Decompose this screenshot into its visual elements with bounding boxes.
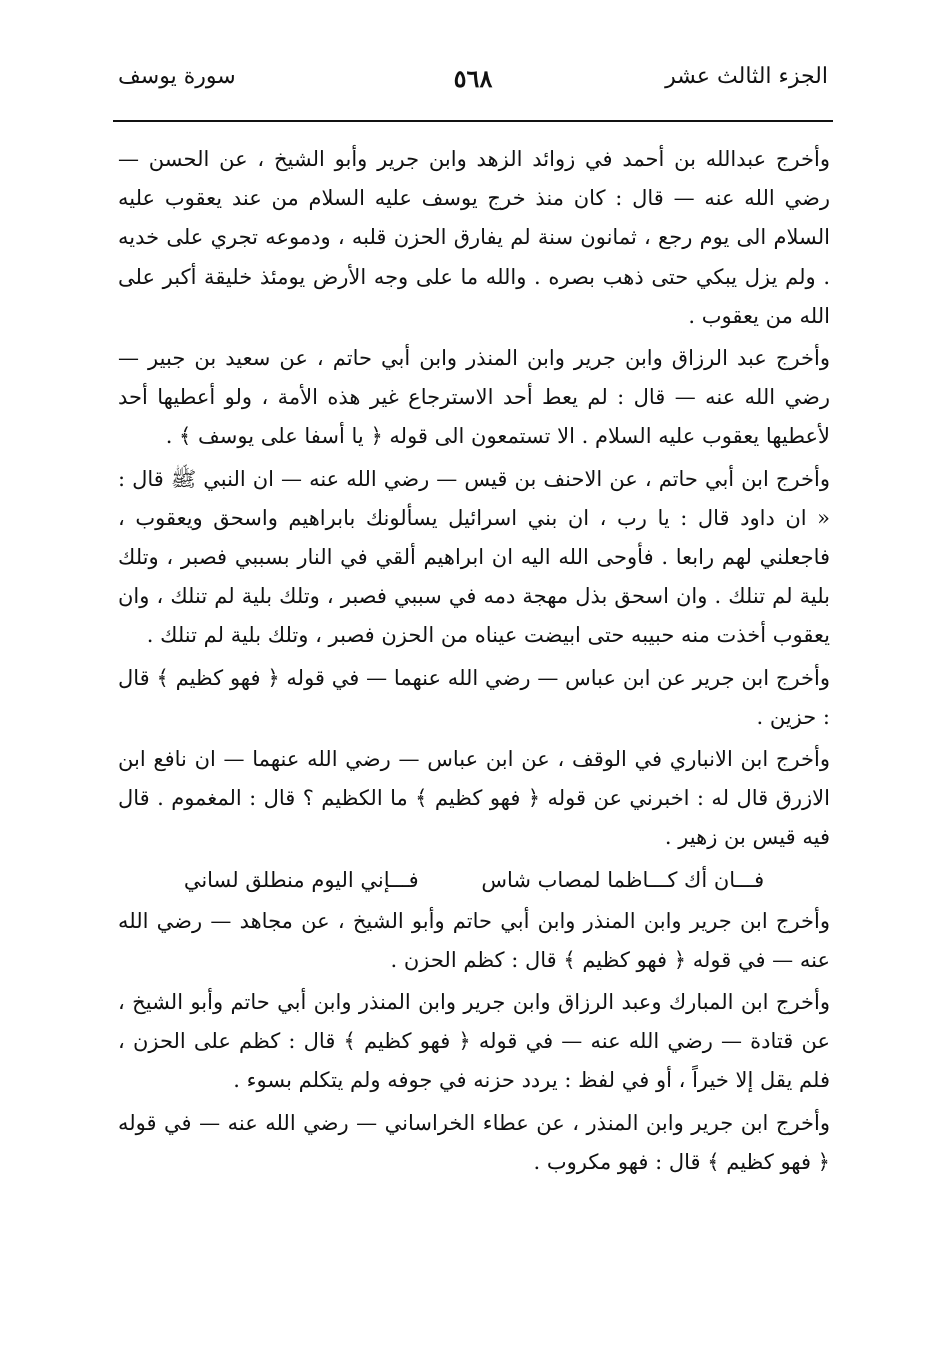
header-divider: [113, 120, 833, 122]
paragraph: وأخرج ابن جرير عن ابن عباس — رضي الله عنهما — في قوله ﴿ فهو كظيم ﴾ قال : حزين .: [118, 665, 830, 729]
paragraph: وأخرج عبدالله بن أحمد في زوائد الزهد وابن جرير وأبو الشيخ ، عن الحسن — رضي الله عنه — قال : كان منذ خرج يوسف عليه السلام من عند يعقوب عليه السلام الى يوم رجع ، ثمانون سنة لم يفارق الحزن قلبه ، ودموعه تجري على خديه . ولم يزل يبكي حتى ذهب بصره . والله ما على وجه الأرض يومئذ خليقة أكبر على الله من يعقوب .: [118, 147, 830, 328]
surah-title: سورة يوسف: [118, 64, 236, 89]
poetry-verse: [118, 861, 830, 900]
paragraph: وأخرج عبد الرزاق وابن جرير وابن المنذر وابن أبي حاتم ، عن سعيد بن جبير — رضي الله عنه — قال : لم يعط أحد الاسترجاع غير هذه الأمة ، ولو أعطيها أحد لأعطيها يعقوب عليه السلام . الا تستمعون الى قوله ﴿ يا أسفا على يوسف ﴾ .: [118, 346, 830, 449]
part-title: الجزء الثالث عشر: [665, 64, 828, 89]
body-text: [118, 140, 830, 1185]
paragraph: وأخرج ابن جرير وابن المنذر وابن أبي حاتم وأبو الشيخ ، عن مجاهد — رضي الله عنه — في قوله ﴿ فهو كظيم ﴾ قال : كظم الحزن .: [118, 908, 830, 972]
paragraph: وأخرج ابن الانباري في الوقف ، عن ابن عباس — رضي الله عنهما — ان نافع ابن الازرق قال له : اخبرني عن قوله ﴿ فهو كظيم ﴾ ما الكظيم ؟ قال : المغموم . قال فيه قيس بن زهير .: [118, 747, 830, 850]
running-header: [118, 64, 828, 104]
paragraph: وأخرج ابن أبي حاتم ، عن الاحنف بن قيس — رضي الله عنه — ان النبي ﷺ قال : « ان داود قال : يا رب ، ان بني اسرائيل يسألونك بابراهيم واسحق ويعقوب ، فاجعلني لهم رابعا . فأوحى الله اليه ان ابراهيم ألقي في النار بسببي فصبر ، وتلك بلية لم تنلك . وان اسحق بذل مهجة دمه في سببي فصبر ، وتلك بلية لم تنلك ، وان يعقوب أخذت منه حبيبه حتى ابيضت عيناه من الحزن فصبر ، وتلك بلية لم تنلك .: [118, 466, 830, 648]
verse-second-hemistich: فـــإني اليوم منطلق لساني: [183, 867, 419, 892]
page-number: ٥٦٨: [453, 64, 493, 93]
paragraph: وأخرج ابن جرير وابن المنذر ، عن عطاء الخراساني — رضي الله عنه — في قوله ﴿ فهو كظيم ﴾ قال : فهو مكروب .: [118, 1110, 830, 1174]
verse-first-hemistich: فـــان أك كـــاظما لمصاب شاس: [481, 867, 765, 892]
paragraph: وأخرج ابن المبارك وعبد الرزاق وابن جرير وابن المنذر وابن أبي حاتم وأبو الشيخ ، عن قتادة — رضي الله عنه — في قوله ﴿ فهو كظيم ﴾ قال : كظم على الحزن ، فلم يقل إلا خيراً ، أو في لفظ : يردد حزنه في جوفه ولم يتكلم بسوء .: [118, 990, 830, 1093]
